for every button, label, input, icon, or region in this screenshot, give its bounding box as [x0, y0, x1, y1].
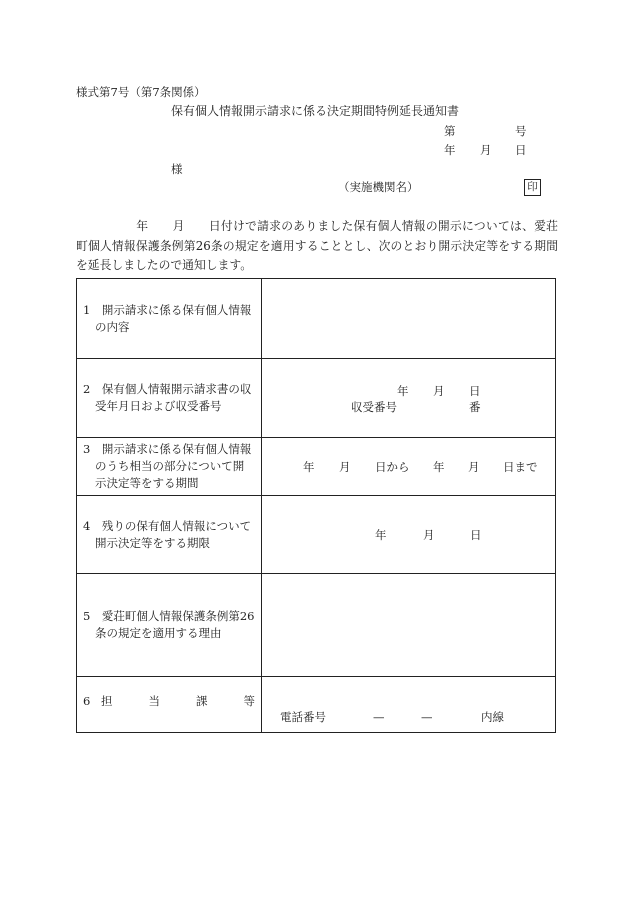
row3-label: 3 開示請求に係る保有個人情報のうち相当の部分について開示決定等をする期間 [83, 442, 252, 490]
notice-body [76, 217, 558, 276]
row2-value-cell [262, 359, 556, 438]
row6-label-num: 6 [83, 694, 91, 708]
form-number: 様式第7号（第7条関係） [76, 85, 206, 99]
table-row-reason [77, 574, 556, 677]
row1-label-cell [77, 279, 262, 359]
table-row-period [77, 438, 556, 496]
row3-label-cell [77, 438, 262, 496]
row3-to-day: 日まで [503, 460, 538, 474]
row5-label-cell [77, 574, 262, 677]
phone-label: 電話番号 [280, 710, 326, 724]
seal-mark: 印 [524, 179, 541, 196]
row5-label: 5 愛荘町個人情報保護条例第26条の規定を適用する理由 [83, 609, 255, 640]
row4-month: 月 [423, 528, 435, 542]
row2-label-cell [77, 359, 262, 438]
phone-dash-1: — [373, 710, 385, 724]
row4-year: 年 [375, 528, 387, 542]
row3-to-month: 月 [468, 460, 480, 474]
row2-number-label: 収受番号 [351, 400, 397, 414]
row2-number-suffix: 番 [469, 400, 481, 414]
table-row-department [77, 677, 556, 733]
extension-label: 内線 [481, 710, 504, 724]
row6-label-char-1: 担 [101, 694, 113, 708]
row3-from-day: 日から [375, 460, 410, 474]
row4-day: 日 [470, 528, 482, 542]
row1-value-cell [262, 279, 556, 359]
table-row-content [77, 279, 556, 359]
row6-value-cell [262, 677, 556, 733]
doc-number-prefix: 第 [444, 124, 456, 138]
row3-value-cell [262, 438, 556, 496]
body-text: 日付けで請求のありました保有個人情報の開示については、愛荘町個人情報保護条例第26条の規定を適用することとし、次のとおり開示決定等をする期間を延長しましたので通知します。 [76, 219, 558, 272]
addressee-suffix: 様 [171, 162, 183, 176]
row4-label: 4 残りの保有個人情報について開示決定等をする期限 [83, 518, 252, 550]
row3-to-year: 年 [433, 460, 445, 474]
row6-label-char-4: 等 [243, 694, 255, 708]
row3-from-year: 年 [303, 460, 315, 474]
row6-label [101, 693, 255, 710]
row3-from-month: 月 [339, 460, 351, 474]
row4-value-cell [262, 496, 556, 574]
row4-label-cell [77, 496, 262, 574]
row6-label-char-2: 当 [148, 694, 160, 708]
notice-table [76, 278, 556, 733]
row6-label-cell [77, 677, 262, 733]
doc-number-suffix: 号 [515, 124, 527, 138]
row5-value-cell [262, 574, 556, 677]
row2-day: 日 [469, 384, 481, 398]
body-month: 月 [172, 219, 185, 233]
date-month: 月 [480, 143, 492, 157]
row2-year: 年 [397, 384, 409, 398]
implementing-agency: （実施機関名） [338, 180, 419, 194]
body-year: 年 [136, 219, 149, 233]
document-title: 保有個人情報開示請求に係る決定期間特例延長通知書 [171, 104, 460, 118]
table-row-receipt [77, 359, 556, 438]
row1-label: 1 開示請求に係る保有個人情報の内容 [83, 302, 252, 334]
date-year: 年 [444, 143, 456, 157]
row2-label: 2 保有個人情報開示請求書の収受年月日および収受番号 [83, 382, 252, 413]
table-row-deadline [77, 496, 556, 574]
phone-dash-2: — [421, 710, 433, 724]
row2-month: 月 [433, 384, 445, 398]
date-day: 日 [515, 143, 527, 157]
row6-label-char-3: 課 [196, 694, 208, 708]
